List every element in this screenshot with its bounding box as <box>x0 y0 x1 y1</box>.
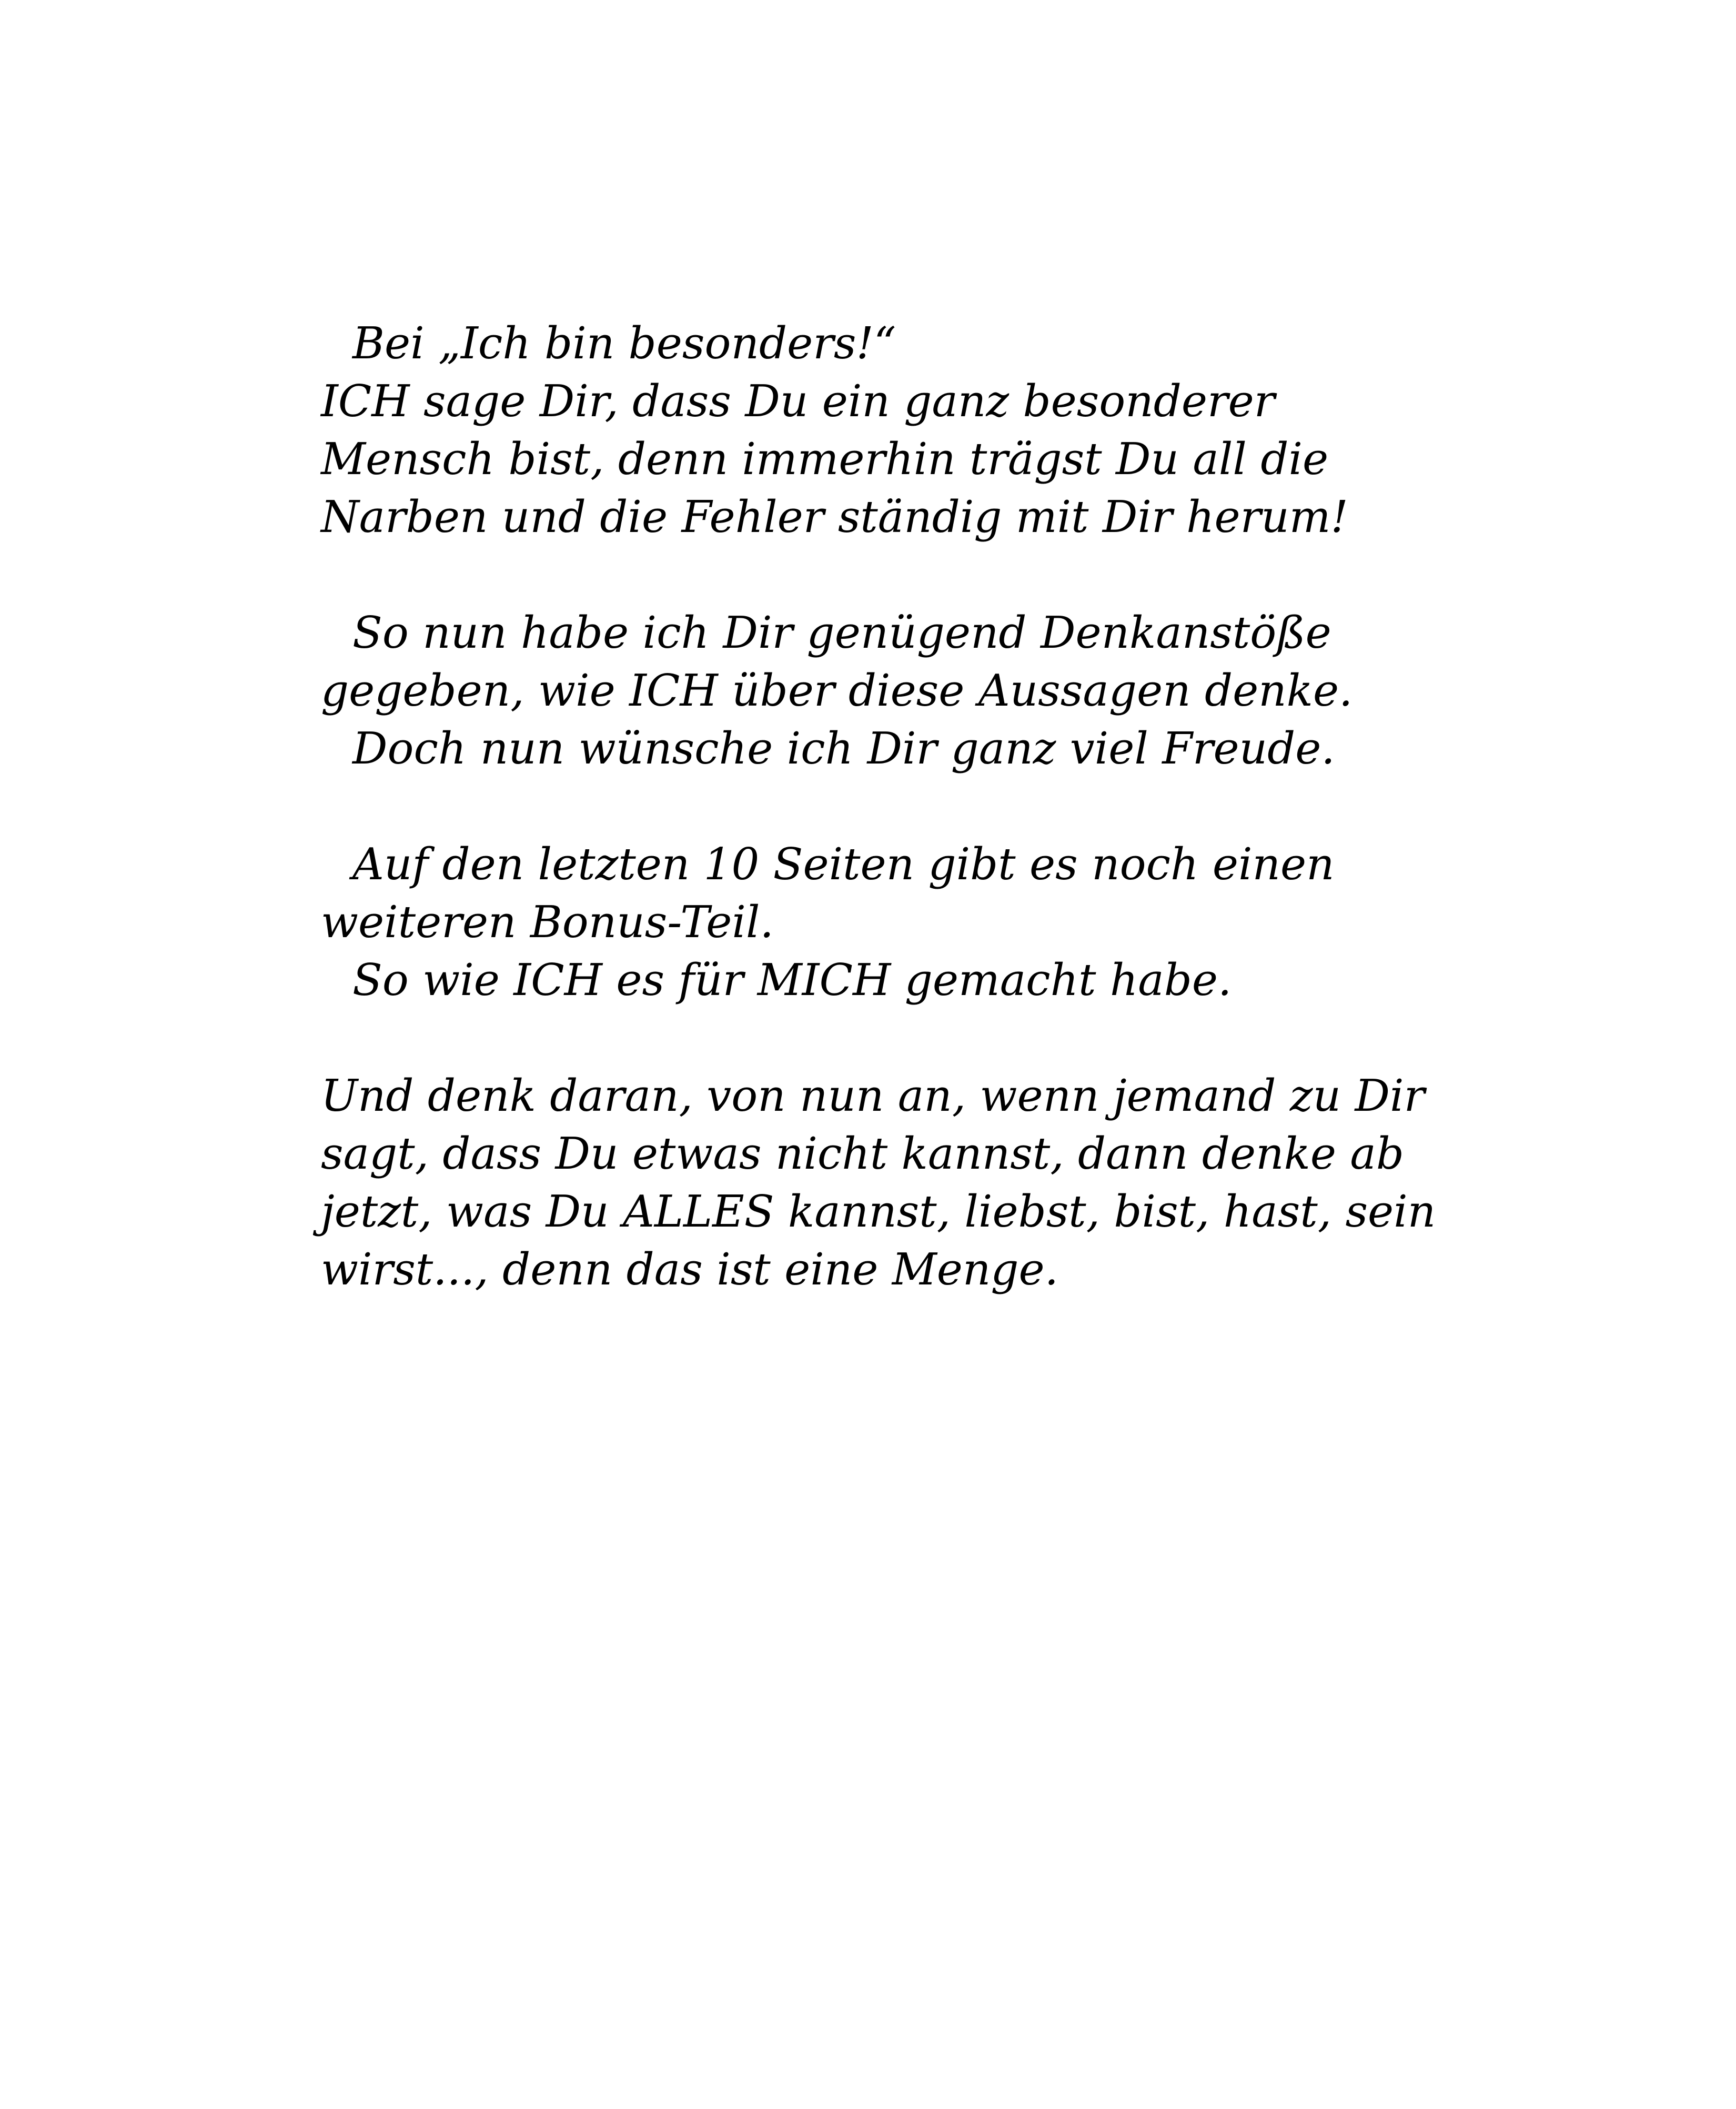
paragraph-2 <box>321 604 1478 778</box>
text-line: gegeben, wie ICH über diese Aussagen denke. <box>321 665 1353 716</box>
text-line: jetzt, was Du ALLES kannst, liebst, bist, hast, sein <box>321 1186 1436 1237</box>
paragraph-gap <box>321 1009 1478 1067</box>
paragraph-3 <box>321 836 1478 1009</box>
text-line: ICH sage Dir, dass Du ein ganz besonderer <box>321 376 1275 427</box>
text-line: weiteren Bonus-Teil. <box>321 897 774 948</box>
text-line: Doch nun wünsche ich Dir ganz viel Freude. <box>352 723 1335 774</box>
paragraph-gap <box>321 546 1478 604</box>
text-line: So wie ICH es für MICH gemacht habe. <box>352 955 1232 1006</box>
text-line: wirst..., denn das ist eine Menge. <box>321 1244 1058 1295</box>
paragraph-4 <box>321 1067 1478 1299</box>
text-line: So nun habe ich Dir genügend Denkanstöße <box>352 607 1331 658</box>
body-text <box>321 315 1478 1299</box>
text-line: sagt, dass Du etwas nicht kannst, dann denke ab <box>321 1128 1404 1179</box>
paragraph-1 <box>321 315 1478 546</box>
text-line: Bei „Ich bin besonders!“ <box>352 318 896 369</box>
text-line: Narben und die Fehler ständig mit Dir herum! <box>321 491 1348 543</box>
text-line: Auf den letzten 10 Seiten gibt es noch einen <box>352 839 1335 890</box>
paragraph-gap <box>321 778 1478 836</box>
text-line: Mensch bist, denn immerhin trägst Du all die <box>321 434 1329 485</box>
text-line: Und denk daran, von nun an, wenn jemand zu Dir <box>321 1070 1425 1121</box>
